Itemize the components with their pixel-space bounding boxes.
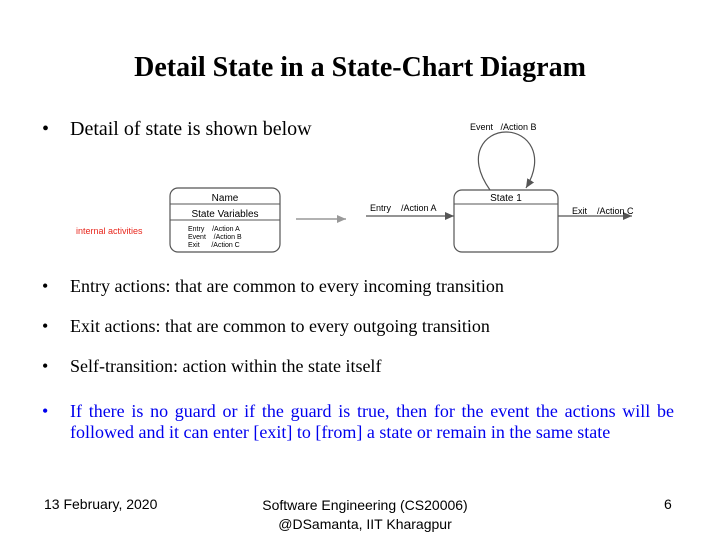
- footer-course: [230, 496, 500, 534]
- activity-entry: Entry /Action A: [188, 226, 240, 233]
- slide-title: Detail State in a State-Chart Diagram: [134, 52, 586, 83]
- entry-transition-label: Entry /Action A: [370, 203, 437, 213]
- bullet-text: Detail of state is shown below: [70, 118, 312, 140]
- bullet-exit-actions: [42, 316, 682, 337]
- state-1: [454, 190, 558, 252]
- bullet-text: Entry actions: that are common to every incoming transition: [70, 276, 504, 296]
- bullet-guard-condition: [42, 401, 674, 443]
- bullet-marker: •: [42, 276, 49, 296]
- bullet-marker: •: [42, 316, 49, 336]
- footer-author: @DSamanta, IIT Kharagpur: [278, 516, 452, 532]
- bullet-text: Self-transition: action within the state itself: [70, 356, 382, 376]
- bullet-text: If there is no guard or if the guard is true, then for the event the actions will be followed and it can enter [exit] to [from] a state or remain in the same state: [70, 401, 674, 442]
- self-transition-label: Event /Action B: [470, 122, 537, 132]
- self-transition-arrow: [478, 132, 534, 190]
- footer-course-title: Software Engineering (CS20006): [262, 497, 468, 513]
- internal-activities-label: internal activities: [76, 226, 143, 236]
- state-detail-diagram: [60, 110, 640, 260]
- bullet-text: Exit actions: that are common to every outgoing transition: [70, 316, 490, 336]
- footer-date: 13 February, 2020: [44, 496, 158, 512]
- bullet-marker: •: [42, 118, 50, 140]
- bullet-entry-actions: [42, 276, 682, 297]
- exit-transition-label: Exit /Action C: [572, 206, 634, 216]
- footer-page-number: 6: [664, 496, 672, 512]
- detailed-state-box: [170, 188, 280, 252]
- state-name-label: Name: [211, 193, 239, 204]
- activity-event: Event /Action B: [188, 234, 242, 241]
- bullet-marker: •: [42, 401, 49, 421]
- bullet-self-transition: [42, 356, 682, 377]
- state-1-name: State 1: [490, 193, 522, 204]
- activity-exit: Exit /Action C: [188, 242, 240, 249]
- state-variables-label: State Variables: [191, 209, 259, 220]
- bullet-marker: •: [42, 356, 49, 376]
